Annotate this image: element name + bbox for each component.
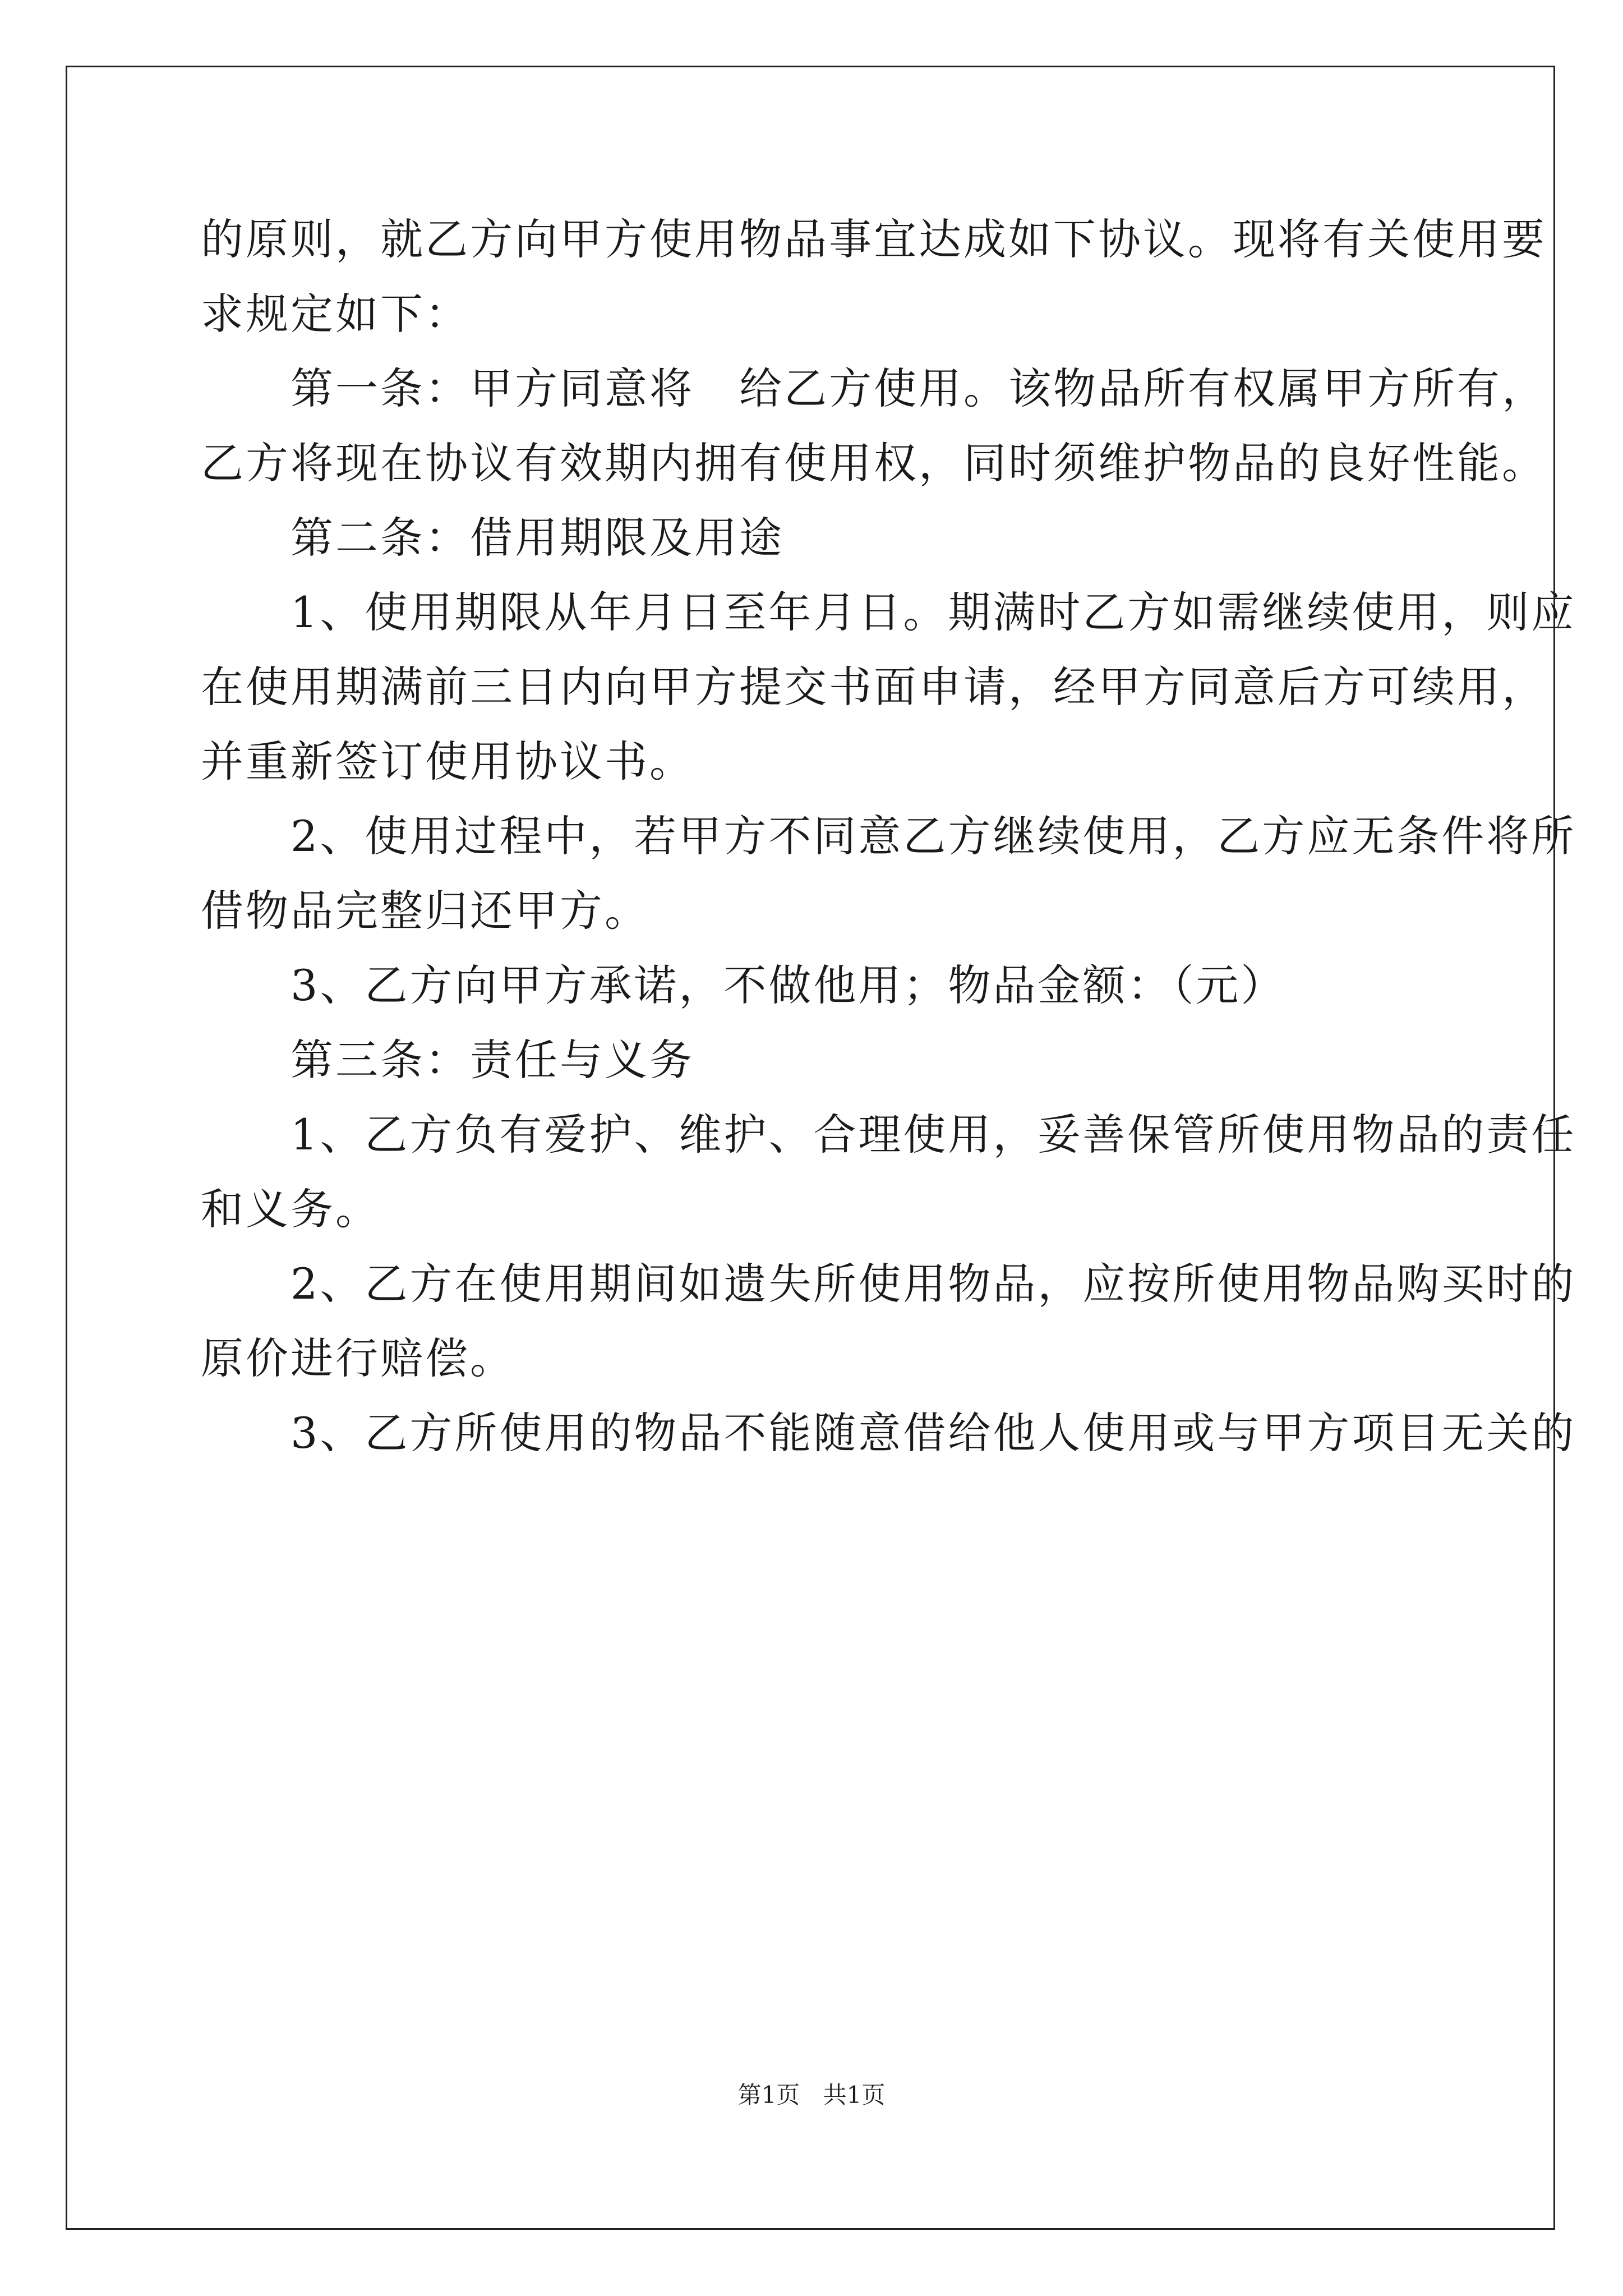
text-line: 原价进行赔偿。	[201, 1333, 515, 1383]
document-body	[201, 202, 1576, 1470]
text-line: 求规定如下：	[201, 289, 470, 339]
text-line: 第一条：甲方同意将 给乙方使用。该物品所有权属甲方所有，	[201, 364, 1547, 413]
text-line: 3、乙方向甲方承诺，不做他用；物品金额：（元）	[201, 960, 1286, 1010]
text-line: 2、使用过程中，若甲方不同意乙方继续使用，乙方应无条件将所	[201, 811, 1576, 861]
text-line: 乙方将现在协议有效期内拥有使用权，同时须维护物品的良好性能。	[201, 438, 1547, 488]
text-line: 3、乙方所使用的物品不能随意借给他人使用或与甲方项目无关的	[201, 1408, 1576, 1458]
text-line: 第三条：责任与义务	[201, 1035, 694, 1085]
page-total: 共1页	[823, 2081, 886, 2109]
text-line: 借物品完整归还甲方。	[201, 886, 649, 936]
text-line: 1、乙方负有爱护、维护、合理使用，妥善保管所使用物品的责任	[201, 1110, 1576, 1159]
text-line: 并重新签订使用协议书。	[201, 737, 694, 786]
text-line: 2、乙方在使用期间如遗失所使用物品，应按所使用物品购买时的	[201, 1259, 1576, 1309]
text-line: 第二条：借用期限及用途	[201, 513, 784, 563]
text-line: 在使用期满前三日内向甲方提交书面申请，经甲方同意后方可续用，	[201, 662, 1547, 712]
page-footer	[0, 2078, 1623, 2112]
text-line: 1、使用期限从年月日至年月日。期满时乙方如需继续使用，则应	[201, 587, 1576, 637]
text-line: 和义务。	[201, 1184, 380, 1234]
text-line: 的原则，就乙方向甲方使用物品事宜达成如下协议。现将有关使用要	[201, 214, 1547, 264]
page-number: 第1页	[737, 2081, 800, 2109]
